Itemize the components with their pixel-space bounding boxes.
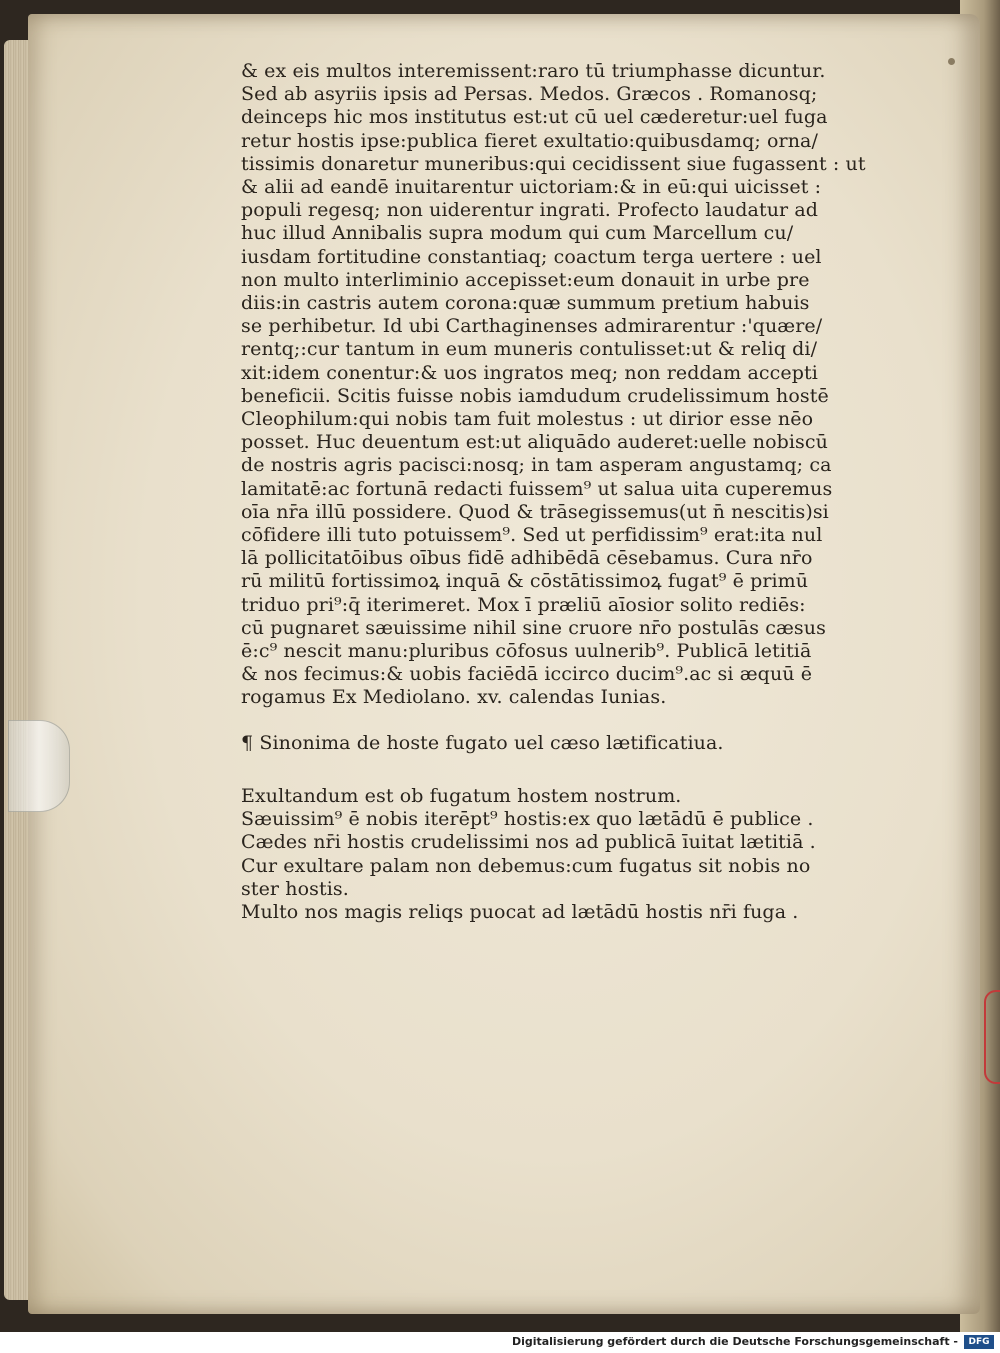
text-line: non multo interliminio accepisset:eum donauit in urbe pre [241, 268, 810, 291]
text-line: xit:idem conentur:& uos ingratos meq; non reddam accepti [241, 361, 818, 384]
synonym-line: Exultandum est ob fugatum hostem nostrum. [241, 784, 682, 807]
text-line: cōfidere illi tuto potuissem⁹. Sed ut perfidissim⁹ erat:ita nul [241, 524, 823, 547]
letter-text [241, 60, 901, 710]
text-line: diis:in castris autem corona:quæ summum pretium habuis [241, 292, 810, 315]
text-line: deinceps hic mos institutus est:ut cū uel cæderetur:uel fuga [241, 106, 828, 129]
section-heading: ¶ Sinonima de hoste fugato uel cæso lætificatiua. [241, 731, 724, 754]
text-line: rentq;:cur tantum in eum muneris contulisset:ut & reliq di/ [241, 338, 818, 361]
text-line: se perhibetur. Id ubi Carthaginenses admirarentur :'quære/ [241, 315, 823, 338]
text-line: lamitatē:ac fortunā redacti fuissem⁹ ut salua uita cuperemus [241, 477, 833, 500]
synonym-line: Cædes nr̄i hostis crudelissimi nos ad publicā īuitat lætitiā . [241, 831, 816, 854]
text-line: retur hostis ipse:publica fieret exultatio:quibusdamq; orna/ [241, 129, 818, 152]
synonym-list [241, 785, 901, 924]
text-line: & ex eis multos interemissent:raro tū triumphasse dicuntur. [241, 60, 826, 82]
text-line: oīa nr̄a illū possidere. Quod & trāsegissemus(ut n̄ nescitis)si [241, 500, 829, 523]
dfg-logo: DFG [964, 1335, 994, 1349]
text-line: cū pugnaret sæuissime nihil sine cruore nr̄o postulās cæsus [241, 616, 826, 639]
text-line: Sed ab asyriis ipsis ad Persas. Medos. Græcos . Romanosq; [241, 83, 818, 106]
plastic-page-clip [8, 720, 70, 812]
text-line: huc illud Annibalis supra modum qui cum Marcellum cu/ [241, 222, 794, 245]
text-line: lā pollicitatōibus oībus fidē adhibēdā cēsebamus. Cura nr̄o [241, 547, 813, 570]
text-line: iusdam fortitudine constantiaq; coactum terga uertere : uel [241, 245, 822, 268]
footer-bar [0, 1332, 1000, 1353]
text-line: rogamus Ex Mediolano. xv. calendas Iunias. [241, 686, 667, 709]
page-text [241, 60, 901, 924]
text-line: ē:c⁹ nescit manu:pluribus cōfosus uulnerib⁹. Publicā letitiā [241, 640, 812, 663]
text-line: rū militū fortissimoꝝ inquā & cōstātissimoꝝ fugat⁹ ē primū [241, 570, 809, 593]
text-line: de nostris agris pacisci:nosq; in tam asperam angustamq; ca [241, 454, 832, 477]
text-line: tissimis donaretur muneribus:qui cecidissent siue fugassent : ut [241, 152, 866, 175]
synonym-line: Sæuissim⁹ ē nobis iterēpt⁹ hostis:ex quo lætādū ē publice . [241, 808, 814, 831]
text-line: posset. Huc deuentum est:ut aliquādo auderet:uelle nobiscū [241, 431, 828, 454]
synonym-line: Cur exultare palam non debemus:cum fugatus sit nobis no [241, 854, 811, 877]
funding-credit: Digitalisierung gefördert durch die Deutsche Forschungsgemeinschaft - [511, 1335, 958, 1348]
text-line: populi regesq; non uiderentur ingrati. Profecto laudatur ad [241, 199, 819, 222]
text-line: beneficii. Scitis fuisse nobis iamdudum crudelissimum hostē [241, 384, 829, 407]
text-line: & nos fecimus:& uobis faciēdā iccirco ducim⁹.ac si æquū ē [241, 663, 813, 686]
synonym-line: ster hostis. [241, 877, 349, 900]
text-line: Cleophilum:qui nobis tam fuit molestus : ut dirior esse nēo [241, 408, 814, 431]
page-hole [948, 58, 955, 65]
text-line: & alii ad eandē inuitarentur uictoriam:& in eū:qui uicisset : [241, 176, 822, 199]
text-line: triduo pri⁹:q̄ iterimeret. Mox ī præliū aīosior solito rediēs: [241, 593, 806, 616]
red-ink-mark [984, 990, 1000, 1084]
synonym-line: Multo nos magis reliqs puocat ad lætādū hostis nr̄i fuga . [241, 900, 799, 923]
